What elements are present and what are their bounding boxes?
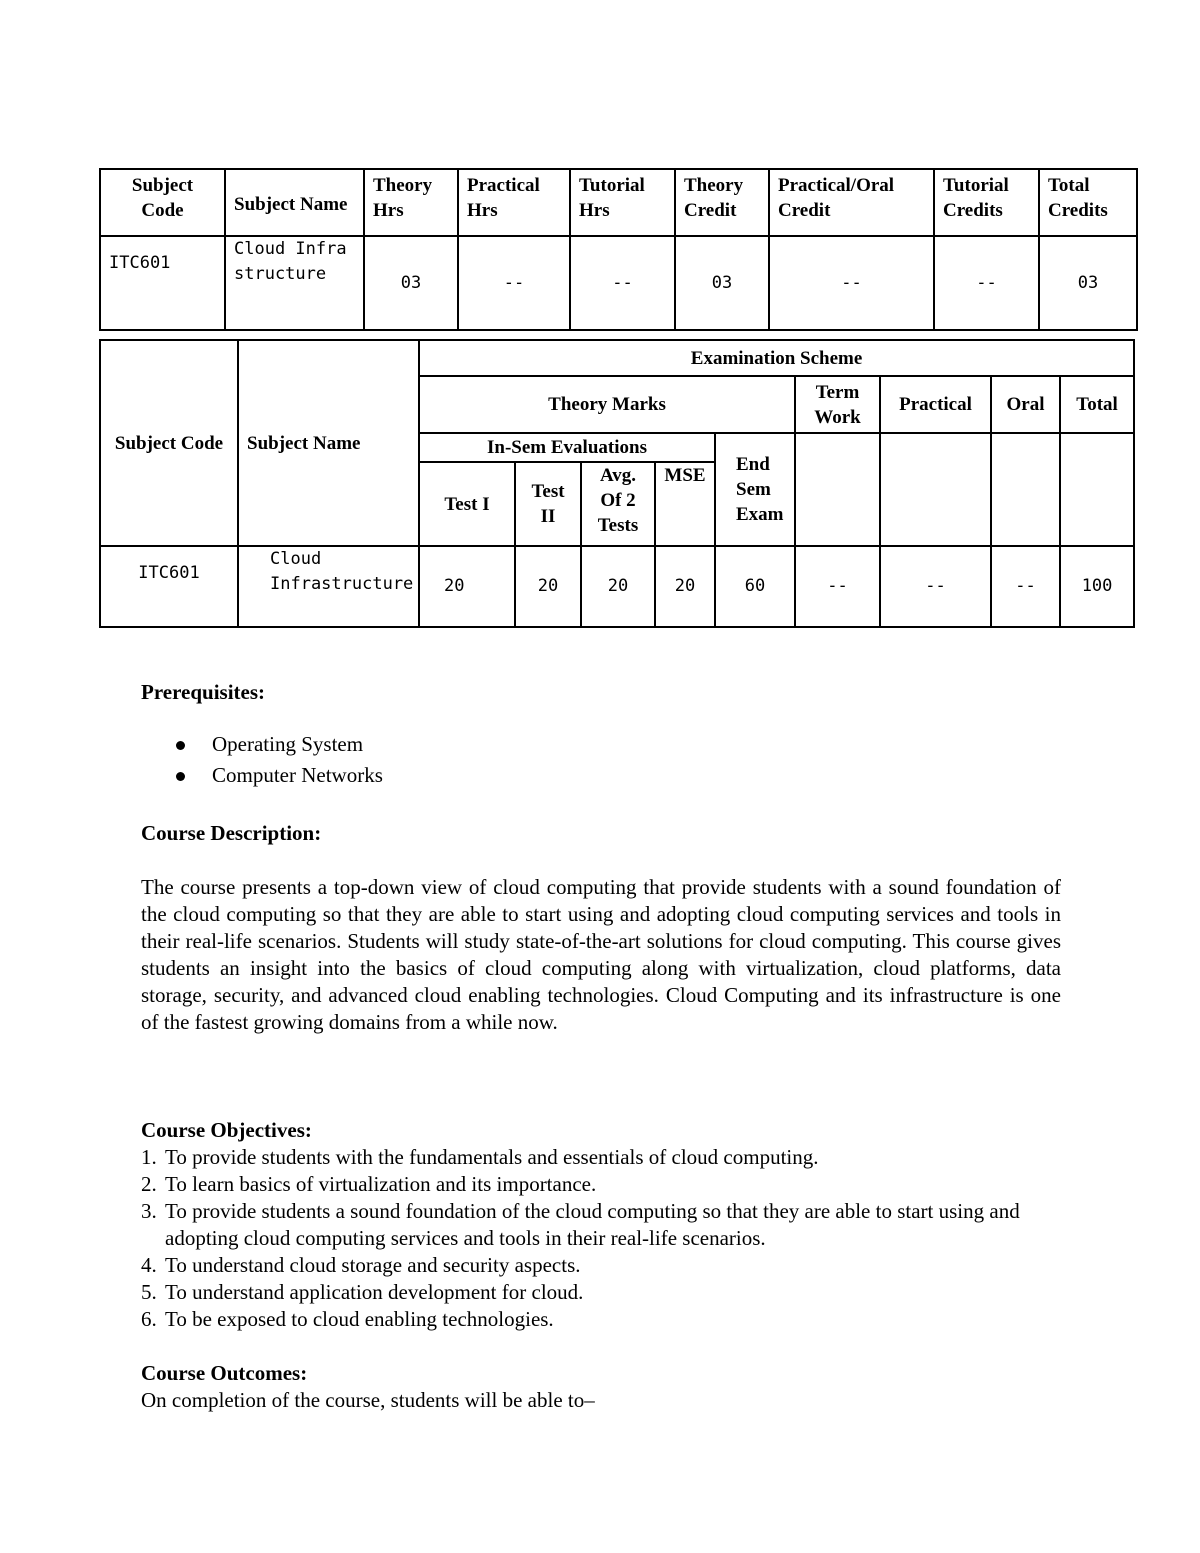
course-objectives-title: Course Objectives:	[141, 1118, 312, 1142]
exam-header-practical: Practical	[880, 376, 991, 433]
exam-cell-avg: 20	[581, 546, 655, 627]
course-outcomes-section	[141, 1360, 1061, 1414]
prerequisites-section	[141, 679, 1061, 791]
objective-text: To learn basics of virtualization and its importance.	[165, 1172, 597, 1196]
exam-header-test-1: Test I	[419, 462, 515, 546]
exam-header-theory-marks: Theory Marks	[419, 376, 795, 433]
course-outcomes-text: On completion of the course, students will be able to–	[141, 1388, 595, 1412]
objective-item	[141, 1171, 1061, 1198]
objective-item	[141, 1144, 1061, 1171]
exam-cell-practical: --	[880, 546, 991, 627]
objective-number: 1.	[141, 1145, 157, 1169]
exam-cell-subject-code: ITC601	[100, 546, 238, 627]
objective-text: To be exposed to cloud enabling technologies.	[165, 1307, 554, 1331]
objective-number: 5.	[141, 1280, 157, 1304]
credit-scheme-table	[99, 168, 1138, 331]
empty-oral-cell	[991, 433, 1060, 546]
header-subject-code: Subject Code	[100, 169, 225, 236]
examination-scheme-table	[99, 339, 1135, 628]
exam-cell-total: 100	[1060, 546, 1134, 627]
exam-cell-term-work: --	[795, 546, 880, 627]
exam-cell-oral: --	[991, 546, 1060, 627]
cell-subject-code: ITC601	[100, 236, 225, 330]
objective-item	[141, 1279, 1061, 1306]
exam-header-test-2: Test II	[515, 462, 581, 546]
exam-header-subject-code: Subject Code	[100, 340, 238, 546]
credit-header-row	[100, 169, 1137, 236]
objective-text: To understand application development for cloud.	[165, 1280, 584, 1304]
cell-theory-hrs: 03	[364, 236, 458, 330]
prerequisite-item: Operating System	[141, 729, 1061, 760]
exam-header-total: Total	[1060, 376, 1134, 433]
header-subject-name: Subject Name	[225, 169, 364, 236]
prerequisites-title: Prerequisites:	[141, 680, 266, 704]
credit-data-row	[100, 236, 1137, 330]
header-practical-hrs: Practical Hrs	[458, 169, 570, 236]
prerequisite-item: Computer Networks	[141, 760, 1061, 791]
objective-number: 4.	[141, 1253, 157, 1277]
exam-header-end-sem-exam: End Sem Exam	[715, 433, 795, 546]
course-objectives-section	[141, 1117, 1061, 1333]
exam-cell-mse: 20	[655, 546, 715, 627]
objective-item	[141, 1252, 1061, 1279]
header-theory-hrs: Theory Hrs	[364, 169, 458, 236]
exam-cell-end-sem: 60	[715, 546, 795, 627]
prerequisites-list	[141, 729, 1061, 791]
exam-data-row	[100, 546, 1134, 627]
exam-header-term-work: Term Work	[795, 376, 880, 433]
exam-header-mse: MSE	[655, 462, 715, 546]
course-objectives-list	[141, 1144, 1061, 1333]
objective-text: To provide students with the fundamentals and essentials of cloud computing.	[165, 1145, 819, 1169]
empty-practical-cell	[880, 433, 991, 546]
header-tutorial-hrs: Tutorial Hrs	[570, 169, 675, 236]
cell-practical-hrs: --	[458, 236, 570, 330]
cell-theory-credit: 03	[675, 236, 769, 330]
course-description-text: The course presents a top-down view of cloud computing that provide students with a sound foundation of the cloud computing so that they are able to start using and adopting cloud computing services and tools in their real-life scenarios. Students will study state-of-the-art solutions for cloud computing. This course gives students an insight into the basics of cloud computing along with virtualization, cloud platforms, data storage, security, and advanced cloud enabling technologies. Cloud Computing and its infrastructure is one of the fastest growing domains from a while now.	[141, 875, 1061, 1034]
course-description-section	[141, 820, 1061, 1036]
header-total-credits: Total Credits	[1039, 169, 1137, 236]
exam-header-oral: Oral	[991, 376, 1060, 433]
cell-tutorial-credits: --	[934, 236, 1039, 330]
exam-header-examination-scheme: Examination Scheme	[419, 340, 1134, 376]
objective-number: 3.	[141, 1199, 157, 1223]
objective-item	[141, 1306, 1061, 1333]
objective-item	[141, 1198, 1061, 1252]
objective-text: To provide students a sound foundation of the cloud computing so that they are able to start using and adopting cloud computing services and tools in their real-life scenarios.	[165, 1199, 1020, 1250]
cell-tutorial-hrs: --	[570, 236, 675, 330]
header-tutorial-credits: Tutorial Credits	[934, 169, 1039, 236]
cell-total-credits: 03	[1039, 236, 1137, 330]
course-outcomes-title: Course Outcomes:	[141, 1361, 308, 1385]
cell-subject-name: Cloud Infra structure	[225, 236, 364, 330]
header-theory-credit: Theory Credit	[675, 169, 769, 236]
exam-header-in-sem-evaluations: In-Sem Evaluations	[419, 433, 715, 462]
exam-header-avg-of-2-tests: Avg. Of 2 Tests	[581, 462, 655, 546]
course-description-title: Course Description:	[141, 821, 322, 845]
exam-cell-subject-name: Cloud Infrastructure	[238, 546, 419, 627]
cell-practical-oral-credit: --	[769, 236, 934, 330]
empty-total-cell	[1060, 433, 1134, 546]
exam-cell-test-1: 20	[419, 546, 515, 627]
objective-text: To understand cloud storage and security aspects.	[165, 1253, 581, 1277]
exam-header-subject-name: Subject Name	[238, 340, 419, 546]
objective-number: 2.	[141, 1172, 157, 1196]
exam-cell-test-2: 20	[515, 546, 581, 627]
header-practical-oral-credit: Practical/Oral Credit	[769, 169, 934, 236]
empty-term-work-cell	[795, 433, 880, 546]
objective-number: 6.	[141, 1307, 157, 1331]
